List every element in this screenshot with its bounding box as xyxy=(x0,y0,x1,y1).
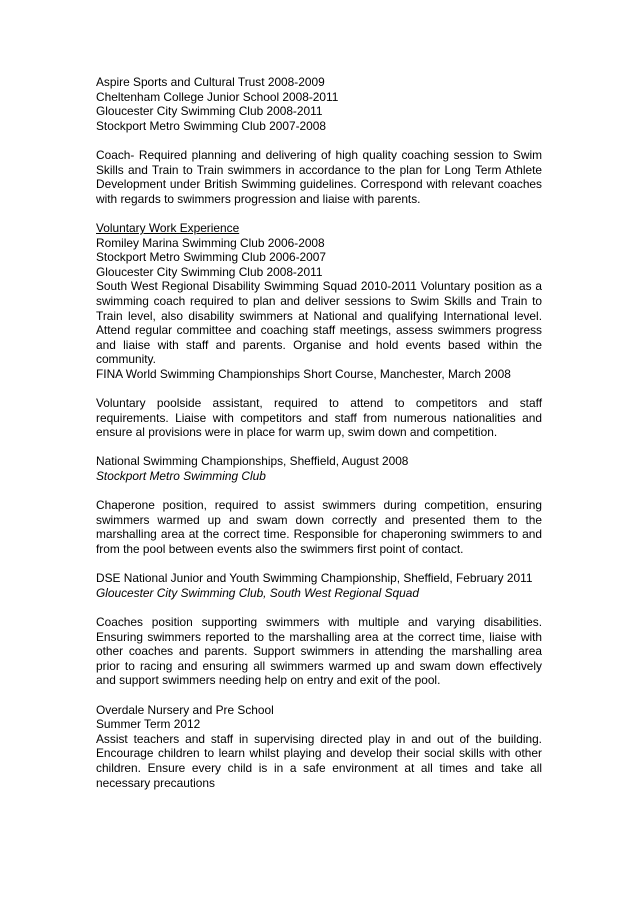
dse-title: DSE National Junior and Youth Swimming Championship, Sheffield, February 2011 xyxy=(96,571,533,586)
nursery-description: Assist teachers and staff in supervising directed play in and out of the building. Encourage children to learn whilst playing and develop their social skills with other children. Ensure every child is in a safe environment at all times and take all necessary precautions xyxy=(96,731,542,790)
spacer xyxy=(96,440,542,455)
nursery-title: Overdale Nursery and Pre School xyxy=(96,702,274,717)
dse-club: Gloucester City Swimming Club, South West Regional Squad xyxy=(96,585,419,600)
employment-item: Stockport Metro Swimming Club 2007-2008 xyxy=(96,118,326,133)
fina-description: Voluntary poolside assistant, required to attend to competitors and staff requirements. Liaise with competitors and staff from numerous nationalities and ensure al provisions were in place for warm up, swim down and competition. xyxy=(96,396,542,440)
south-west-description: South West Regional Disability Swimming Squad 2010-2011 Voluntary position as a swimming coach required to plan and deliver sessions to Swim Skills and Train to Train level, also disability swimmers at National and qualifying International level. Attend regular committee and coaching staff meetings, assess swimmers progress and liaise with staff and parents. Organise and hold events based within the community. xyxy=(96,279,542,367)
spacer xyxy=(96,600,542,615)
spacer xyxy=(96,484,542,499)
voluntary-club: Romiley Marina Swimming Club 2006-2008 xyxy=(96,235,325,250)
dse-description: Coaches position supporting swimmers with multiple and varying disabilities. Ensuring swimmers reported to the marshalling area at the correct time, liaise with other coaches and parents. Support swimmers in attending the marshalling area prior to racing and ensuring all swimmers warmed up and swam down effectively and support swimmers needing help on entry and exit of the pool. xyxy=(96,614,542,688)
spacer xyxy=(96,381,542,396)
employment-item: Aspire Sports and Cultural Trust 2008-2009 xyxy=(96,75,325,89)
voluntary-club: Gloucester City Swimming Club 2008-2011 xyxy=(96,264,323,279)
spacer xyxy=(96,133,542,148)
national-title: National Swimming Championships, Sheffield, August 2008 xyxy=(96,454,409,469)
voluntary-heading: Voluntary Work Experience xyxy=(96,220,240,235)
document-page xyxy=(96,75,542,790)
national-club: Stockport Metro Swimming Club xyxy=(96,469,266,484)
voluntary-club: Stockport Metro Swimming Club 2006-2007 xyxy=(96,250,326,265)
coach-description: Coach- Required planning and delivering of high quality coaching session to Swim Skills and Train to Train swimmers in accordance to the plan for Long Term Athlete Development under British Swimming guidelines. Correspond with relevant coaches with regards to swimmers progression and liaise with parents. xyxy=(96,147,542,206)
spacer xyxy=(96,206,542,221)
fina-title: FINA World Swimming Championships Short Course, Manchester, March 2008 xyxy=(96,366,511,381)
spacer xyxy=(96,557,542,572)
employment-item: Gloucester City Swimming Club 2008-2011 xyxy=(96,104,323,119)
nursery-term: Summer Term 2012 xyxy=(96,717,201,732)
employment-item: Cheltenham College Junior School 2008-2011 xyxy=(96,89,339,104)
national-description: Chaperone position, required to assist swimmers during competition, ensuring swimmers warmed up and swam down correctly and presented them to the marshalling area at the correct time. Responsible for chaperoning swimmers to and from the pool between events also the swimmers first point of contact. xyxy=(96,498,542,556)
spacer xyxy=(96,688,542,703)
